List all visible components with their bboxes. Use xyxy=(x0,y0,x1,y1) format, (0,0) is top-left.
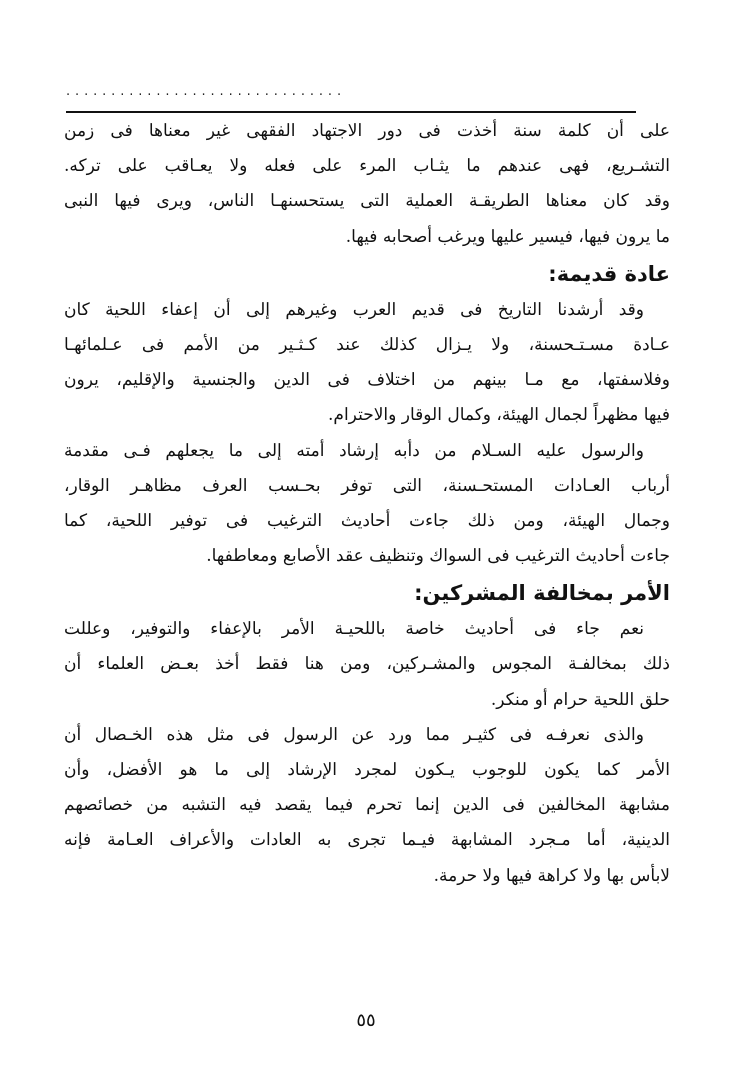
text-line: وفلاسفتها، مع مـا بينهم من اختلاف فى الدين والجنسية والإقليم، يرون xyxy=(64,370,670,391)
paragraph xyxy=(64,293,670,434)
text-line: التشـريع، فهى عندهم ما يثـاب المرء على فعله ولا يعـاقب على تركه. xyxy=(64,156,670,177)
text-line: ما يرون فيها، فيسير عليها ويرغب أصحابه فيها. xyxy=(345,226,670,247)
text-line: وجمال الهيئة، ومن ذلك جاءت أحاديث الترغيب فى توفير اللحية، كما xyxy=(64,510,670,531)
text-line: عـادة مسـتـحسنة، ولا يـزال كذلك عند كـثـير من الأمم فى عـلمائهـا xyxy=(64,334,670,355)
section-heading: الأمر بمخالفة المشركين: xyxy=(414,581,670,606)
page-number: ٥٥ xyxy=(356,1010,376,1031)
text-line: الدينية، أما مـجرد المشابهة فيـما تجرى به العادات والأعراف العـامة فإنه xyxy=(64,830,670,851)
text-line: وقد كان معناها الطريقـة العملية التى يستحسنهـا الناس، ويرى فيها النبى xyxy=(64,191,670,212)
text-line: والذى نعرفـه فى كثيـر مما ورد عن الرسول فى مثل هذه الخـصال أن xyxy=(64,724,644,745)
text-line: الأمر كما يكون للوجوب يـكون لمجرد الإرشاد إلى ما هو الأفضل، وأن xyxy=(64,760,670,780)
paragraph xyxy=(64,434,670,575)
page-body xyxy=(64,114,670,894)
text-line: مشابهة المخالفين فى الدين إنما تحرم فيما يقصد فيه التشبه من خصائصهم xyxy=(64,795,670,816)
text-line: والرسول عليه السـلام من دأبه إرشاد أمته إلى ما يجعلهم فـى مقدمة xyxy=(64,440,644,461)
text-line: أرباب العـادات المستحـسنة، التى توفر بحـسب العرف مظاهـر الوقار، xyxy=(64,475,670,496)
text-line: ذلك بمخالفـة المجوس والمشـركين، ومن هنا فقط أخذ بعـض العلماء أن xyxy=(64,654,670,675)
text-line: وقد أرشدنا التاريخ فى قديم العرب وغيرهم إلى أن إعفاء اللحية كان xyxy=(64,299,644,320)
text-line: جاءت أحاديث الترغيب فى السواك وتنظيف عقد الأصابع ومعاطفها. xyxy=(206,546,670,567)
text-line: حلق اللحية حرام أو منكر. xyxy=(490,689,670,710)
header-rule xyxy=(66,111,636,113)
paragraph xyxy=(64,114,670,255)
paragraph xyxy=(64,718,670,894)
text-line: على أن كلمة سنة أخذت فى دور الاجتهاد الفقهى غير معناها فى زمن xyxy=(64,121,670,141)
text-line: فيها مظهراً لجمال الهيئة، وكمال الوقار والاحترام. xyxy=(328,405,670,426)
text-line: لابأس بها ولا كراهة فيها ولا حرمة. xyxy=(433,865,670,886)
section-heading: عادة قديمة: xyxy=(548,261,670,286)
text-line: نعم جاء فى أحاديث خاصة باللحيـة الأمر بالإعفاء والتوفير، وعللت xyxy=(64,619,644,640)
paragraph xyxy=(64,612,670,718)
header-dotted-line: ............................... xyxy=(66,86,347,98)
